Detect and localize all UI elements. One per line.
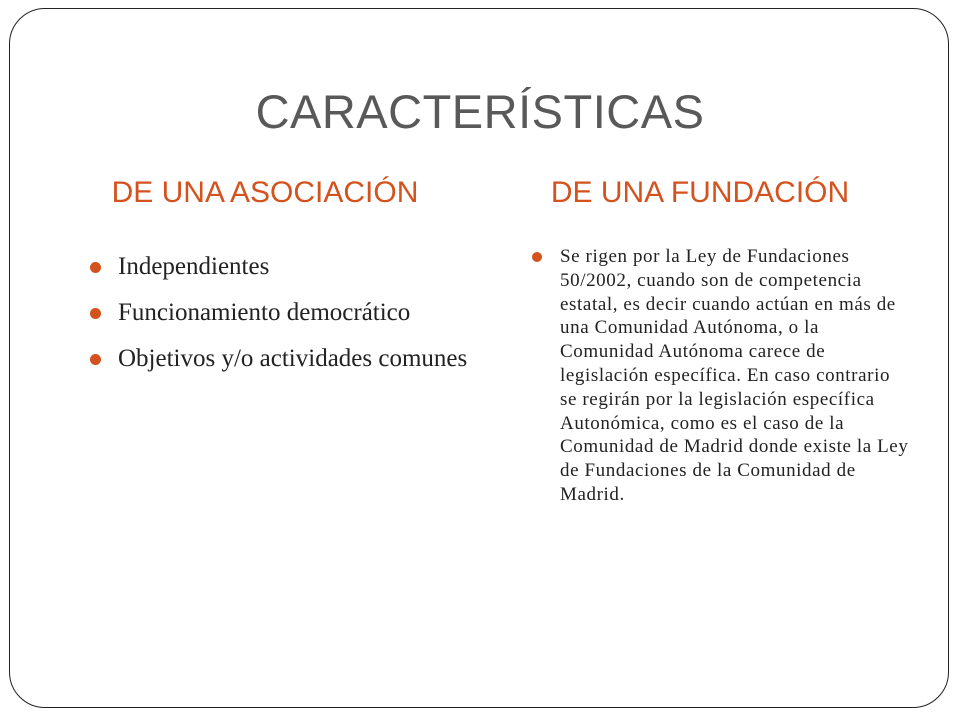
- slide-title: CARACTERÍSTICAS: [255, 85, 705, 138]
- list-item: [118, 248, 468, 286]
- list-item: [118, 340, 468, 378]
- bullet-icon: [90, 354, 101, 365]
- fundacion-list: [560, 245, 910, 507]
- bullet-icon: [532, 252, 542, 262]
- list-item-text: Funcionamiento democrático: [118, 299, 411, 326]
- bullet-icon: [90, 308, 101, 319]
- list-item: [118, 294, 468, 332]
- list-item-text: Se rigen por la Ley de Fundaciones 50/2002, cuando son de competencia estatal, es decir cuando actúan en más de una Comunidad Autónoma, o la Comunidad Autónoma carece de legislación específica. En caso contrario se regirán por la legislación específica Autonómica, como es el caso de la Comunidad de Madrid donde existe la Ley de Fundaciones de la Comunidad de Madrid.: [560, 246, 909, 505]
- list-item: [560, 245, 910, 507]
- asociacion-heading: DE UNA ASOCIACIÓN: [111, 176, 419, 209]
- list-item-text: Independientes: [118, 253, 270, 280]
- list-item-text: Objetivos y/o actividades comunes: [118, 345, 468, 372]
- fundacion-heading: DE UNA FUNDACIÓN: [550, 176, 850, 209]
- bullet-icon: [90, 262, 101, 273]
- asociacion-list: [118, 248, 468, 386]
